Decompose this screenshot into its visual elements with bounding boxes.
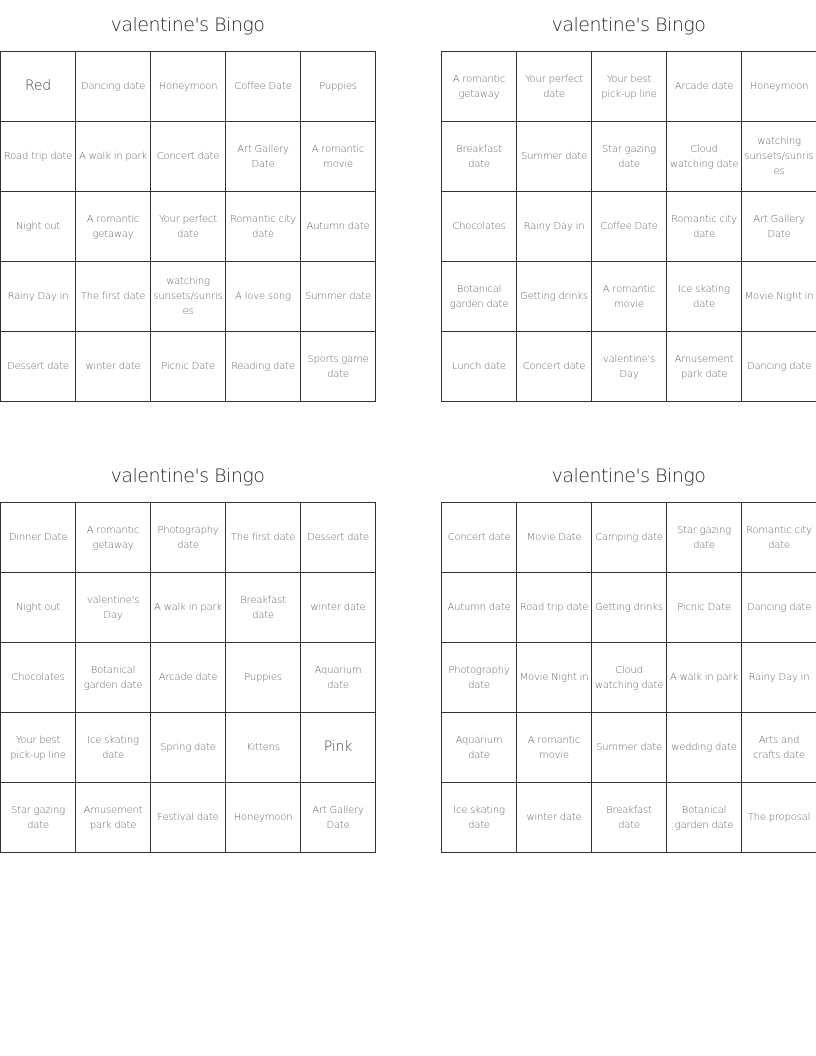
bingo-cell: Dessert date — [1, 332, 76, 402]
bingo-cell: Romantic city date — [667, 192, 742, 262]
bingo-cell: Puppies — [301, 52, 376, 122]
bingo-cell: Dancing date — [76, 52, 151, 122]
bingo-cell: A romantic movie — [301, 122, 376, 192]
bingo-cell: A romantic movie — [592, 262, 667, 332]
bingo-cell: Romantic city date — [742, 503, 816, 573]
bingo-cell: Star gazing date — [1, 783, 76, 853]
bingo-cell: Getting drinks — [592, 573, 667, 643]
grid-row — [1, 52, 376, 122]
bingo-cell: Spring date — [151, 713, 226, 783]
bingo-cell: Camping date — [592, 503, 667, 573]
bingo-cell: A romantic getaway — [76, 503, 151, 573]
bingo-cell: Concert date — [151, 122, 226, 192]
grid-row — [442, 122, 816, 192]
bingo-cell: Honeymoon — [226, 783, 301, 853]
bingo-cell: winter date — [301, 573, 376, 643]
bingo-cell: The first date — [226, 503, 301, 573]
bingo-cell: Dancing date — [742, 573, 816, 643]
bingo-cell: A love song — [226, 262, 301, 332]
bingo-cell: valentine's Day — [76, 573, 151, 643]
bingo-cell: Ice skating date — [667, 262, 742, 332]
bingo-cell: A romantic movie — [517, 713, 592, 783]
bingo-cell: Chocolates — [442, 192, 517, 262]
bingo-cell: winter date — [76, 332, 151, 402]
grid-row — [442, 192, 816, 262]
bingo-cell: Romantic city date — [226, 192, 301, 262]
bingo-cell: Rainy Day in — [742, 643, 816, 713]
bingo-cell: Festival date — [151, 783, 226, 853]
grid-row — [1, 643, 376, 713]
bingo-cell: Star gazing date — [667, 503, 742, 573]
bingo-cell: Picnic Date — [667, 573, 742, 643]
grid-row — [442, 643, 816, 713]
bingo-cell: Honeymoon — [151, 52, 226, 122]
bingo-cell: Sports game date — [301, 332, 376, 402]
bingo-cell: Night out — [1, 573, 76, 643]
bingo-cell: Your perfect date — [517, 52, 592, 122]
bingo-cell: A walk in park — [151, 573, 226, 643]
bingo-cell: winter date — [517, 783, 592, 853]
bingo-cell: Concert date — [442, 503, 517, 573]
bingo-cell: Night out — [1, 192, 76, 262]
bingo-cell: Cloud watching date — [592, 643, 667, 713]
bingo-cell: Arcade date — [151, 643, 226, 713]
card-title: valentine's Bingo — [551, 14, 706, 36]
grid-row — [1, 783, 376, 853]
bingo-cell: Rainy Day in — [517, 192, 592, 262]
bingo-cell: valentine's Day — [592, 332, 667, 402]
bingo-cell: Movie Night in — [517, 643, 592, 713]
bingo-cell: Breakfast date — [592, 783, 667, 853]
bingo-cell: Coffee Date — [226, 52, 301, 122]
bingo-cell: Autumn date — [442, 573, 517, 643]
bingo-cell: Breakfast date — [442, 122, 517, 192]
bingo-cell: A romantic getaway — [76, 192, 151, 262]
bingo-cell: Dancing date — [742, 332, 816, 402]
bingo-cell: Getting drinks — [517, 262, 592, 332]
bingo-cell: watching sunsets/sunrises — [742, 122, 816, 192]
grid-row — [1, 332, 376, 402]
bingo-cell: A walk in park — [76, 122, 151, 192]
bingo-cell: Photography date — [151, 503, 226, 573]
bingo-cell: Aquarium date — [301, 643, 376, 713]
grid-row — [442, 713, 816, 783]
bingo-cell: Your best pick-up line — [592, 52, 667, 122]
bingo-cell: The proposal — [742, 783, 816, 853]
bingo-cell: Aquarium date — [442, 713, 517, 783]
grid-row — [442, 52, 816, 122]
bingo-cell: Kittens — [226, 713, 301, 783]
bingo-cell: Botanical garden date — [442, 262, 517, 332]
bingo-cell: Botanical garden date — [76, 643, 151, 713]
bingo-cell: Amusement park date — [76, 783, 151, 853]
bingo-cell: The first date — [76, 262, 151, 332]
grid-row — [442, 503, 816, 573]
bingo-cell: A walk in park — [667, 643, 742, 713]
bingo-cell: Your perfect date — [151, 192, 226, 262]
bingo-cell: Chocolates — [1, 643, 76, 713]
bingo-grid — [0, 502, 376, 853]
bingo-cell: Summer date — [592, 713, 667, 783]
bingo-cell: Your best pick-up line — [1, 713, 76, 783]
card-title: valentine's Bingo — [551, 465, 706, 487]
bingo-cell: Summer date — [301, 262, 376, 332]
bingo-cell: Art Gallery Date — [742, 192, 816, 262]
bingo-cell: Ice skating date — [442, 783, 517, 853]
grid-row — [1, 192, 376, 262]
grid-row — [1, 122, 376, 192]
bingo-cell: Reading date — [226, 332, 301, 402]
grid-row — [1, 573, 376, 643]
bingo-cell: watching sunsets/sunrises — [151, 262, 226, 332]
bingo-cell: Road trip date — [517, 573, 592, 643]
bingo-cell: Art Gallery Date — [301, 783, 376, 853]
grid-row — [442, 332, 816, 402]
grid-row — [442, 783, 816, 853]
bingo-cell: Concert date — [517, 332, 592, 402]
bingo-cell: Ice skating date — [76, 713, 151, 783]
bingo-cell: Coffee Date — [592, 192, 667, 262]
bingo-cell: Honeymoon — [742, 52, 816, 122]
bingo-cell: Dinner Date — [1, 503, 76, 573]
grid-row — [442, 573, 816, 643]
bingo-cell: A romantic getaway — [442, 52, 517, 122]
bingo-cell: Dessert date — [301, 503, 376, 573]
grid-row — [442, 262, 816, 332]
bingo-cell: Red — [1, 52, 76, 122]
grid-row — [1, 503, 376, 573]
bingo-cell: Rainy Day in — [1, 262, 76, 332]
bingo-cell: Star gazing date — [592, 122, 667, 192]
bingo-cell: Puppies — [226, 643, 301, 713]
bingo-cell: Photography date — [442, 643, 517, 713]
bingo-cell: Art Gallery Date — [226, 122, 301, 192]
bingo-cell: Picnic Date — [151, 332, 226, 402]
bingo-cell: Arcade date — [667, 52, 742, 122]
bingo-cell: Amusement park date — [667, 332, 742, 402]
bingo-cell: Movie Night in — [742, 262, 816, 332]
card-title: valentine's Bingo — [110, 14, 265, 36]
bingo-cell: Autumn date — [301, 192, 376, 262]
card-title: valentine's Bingo — [110, 465, 265, 487]
bingo-cell: Cloud watching date — [667, 122, 742, 192]
bingo-cell: Pink — [301, 713, 376, 783]
bingo-cell: Arts and crafts date — [742, 713, 816, 783]
bingo-cell: Lunch date — [442, 332, 517, 402]
grid-row — [1, 262, 376, 332]
bingo-grid — [441, 502, 816, 853]
bingo-grid — [441, 51, 816, 402]
bingo-cell: Summer date — [517, 122, 592, 192]
bingo-cell: Movie Date — [517, 503, 592, 573]
grid-row — [1, 713, 376, 783]
bingo-cell: wedding date — [667, 713, 742, 783]
bingo-cell: Botanical garden date — [667, 783, 742, 853]
bingo-grid — [0, 51, 376, 402]
bingo-cell: Road trip date — [1, 122, 76, 192]
bingo-cell: Breakfast date — [226, 573, 301, 643]
